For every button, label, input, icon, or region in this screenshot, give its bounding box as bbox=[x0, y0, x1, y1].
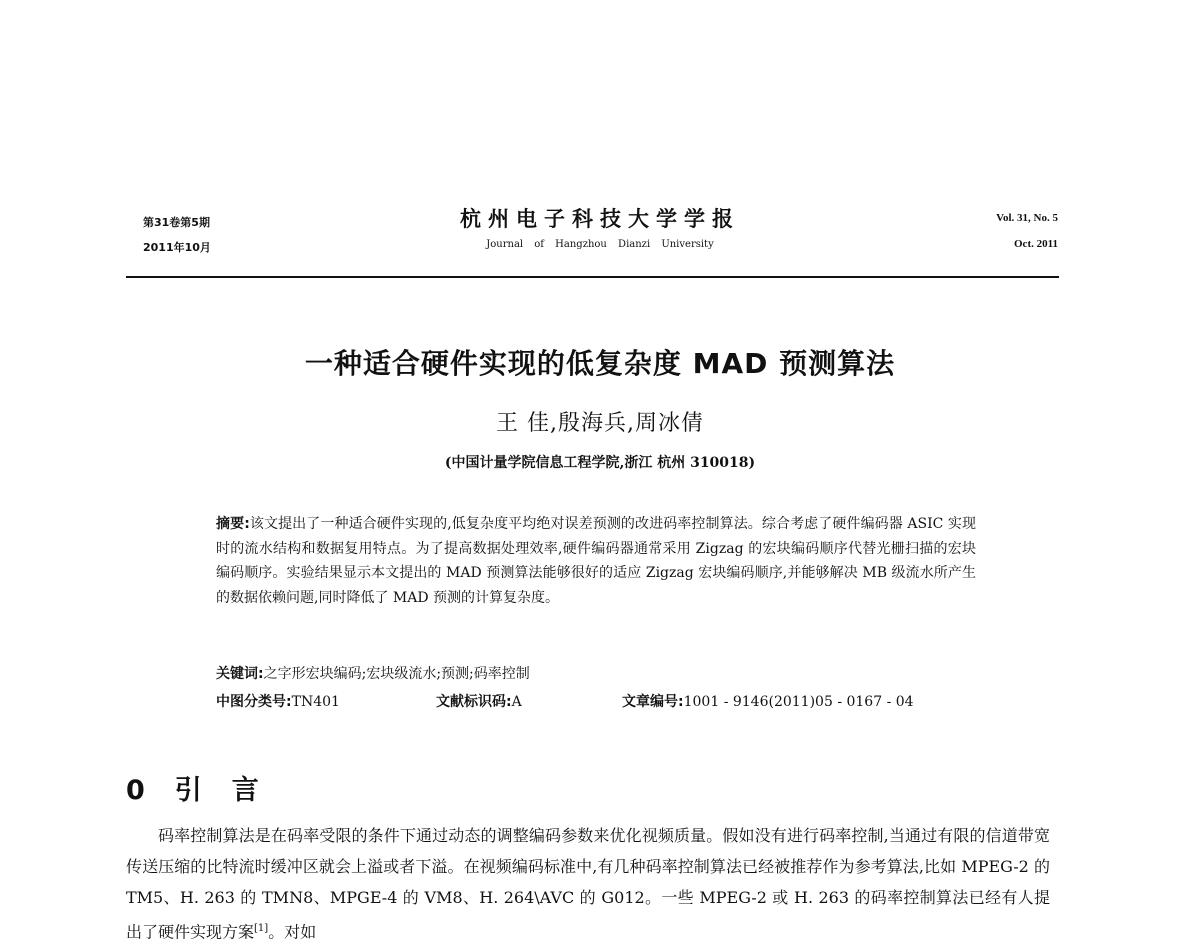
abstract-text: 该文提出了一种适合硬件实现的,低复杂度平均绝对误差预测的改进码率控制算法。综合考虑了硬件编码器 ASIC 实现时的流水结构和数据复用特点。为了提高数据处理效率,硬件编码器通常采用 Zigzag 的宏块编码顺序代替光栅扫描的宏块编码顺序。实验结果显示本文提出的 MAD 预测算法能够很好的适应 Zigzag 宏块编码顺序,并能够解决 MB 级流水所产生的数据依赖问题,同时降低了 MAD 预测的计算复杂度。 bbox=[216, 516, 976, 606]
journal-date: 2011年10月 bbox=[143, 241, 211, 254]
paragraph-tail: 。对如 bbox=[268, 922, 317, 942]
article-number bbox=[622, 691, 914, 711]
paragraph-text: 码率控制算法是在码率受限的条件下通过动态的调整编码参数来优化视频质量。假如没有进行码率控制,当通过有限的信道带宽传送压缩的比特流时缓冲区就会上溢或者下溢。在视频编码标准中,有几种码率控制算法已经被推荐作为参考算法,比如 MPEG-2 的 TM5、H. 263 的 TMN8、MPGE-4 的 VM8、H. 264\AVC 的 G012。一些 MPEG-2 或 H. 263 的码率控制算法已经有人提出了硬件实现方案 bbox=[126, 826, 1050, 942]
keywords-label: 关键词: bbox=[216, 666, 264, 682]
section-number: 0 bbox=[126, 775, 145, 806]
clc-value: TN401 bbox=[291, 694, 340, 710]
paper-affiliation: (中国计量学院信息工程学院,浙江 杭州 310018) bbox=[444, 455, 756, 471]
journal-name-cn: 杭州电子科技大学学报 bbox=[460, 206, 740, 231]
body-paragraph bbox=[126, 820, 1050, 947]
keywords bbox=[216, 663, 530, 683]
document-code-value: A bbox=[511, 694, 522, 710]
journal-name-en: Journal of Hangzhou Dianzi University bbox=[486, 239, 714, 250]
paper-authors: 王 佳,殷海兵,周冰倩 bbox=[496, 411, 704, 436]
clc-label: 中图分类号: bbox=[216, 694, 292, 710]
paper-title: 一种适合硬件实现的低复杂度 MAD 预测算法 bbox=[304, 347, 896, 380]
article-number-label: 文章编号: bbox=[622, 694, 684, 710]
journal-issue-en: Vol. 31, No. 5 bbox=[996, 212, 1058, 224]
article-number-value: 1001 - 9146(2011)05 - 0167 - 04 bbox=[683, 694, 914, 710]
keywords-text: 之字形宏块编码;宏块级流水;预测;码率控制 bbox=[263, 666, 530, 682]
header-rule bbox=[126, 276, 1059, 278]
document-code bbox=[436, 691, 522, 711]
section-title-char-2: 言 bbox=[231, 775, 259, 806]
section-title-char-1: 引 bbox=[174, 775, 202, 806]
abstract-label: 摘要: bbox=[216, 516, 250, 532]
abstract bbox=[216, 512, 976, 610]
clc-number bbox=[216, 691, 340, 711]
document-code-label: 文献标识码: bbox=[436, 694, 512, 710]
citation-ref[interactable]: [1] bbox=[254, 923, 269, 934]
journal-volume: 第31卷第5期 bbox=[143, 216, 210, 229]
journal-month-en: Oct. 2011 bbox=[1014, 238, 1058, 250]
section-heading bbox=[126, 768, 259, 807]
